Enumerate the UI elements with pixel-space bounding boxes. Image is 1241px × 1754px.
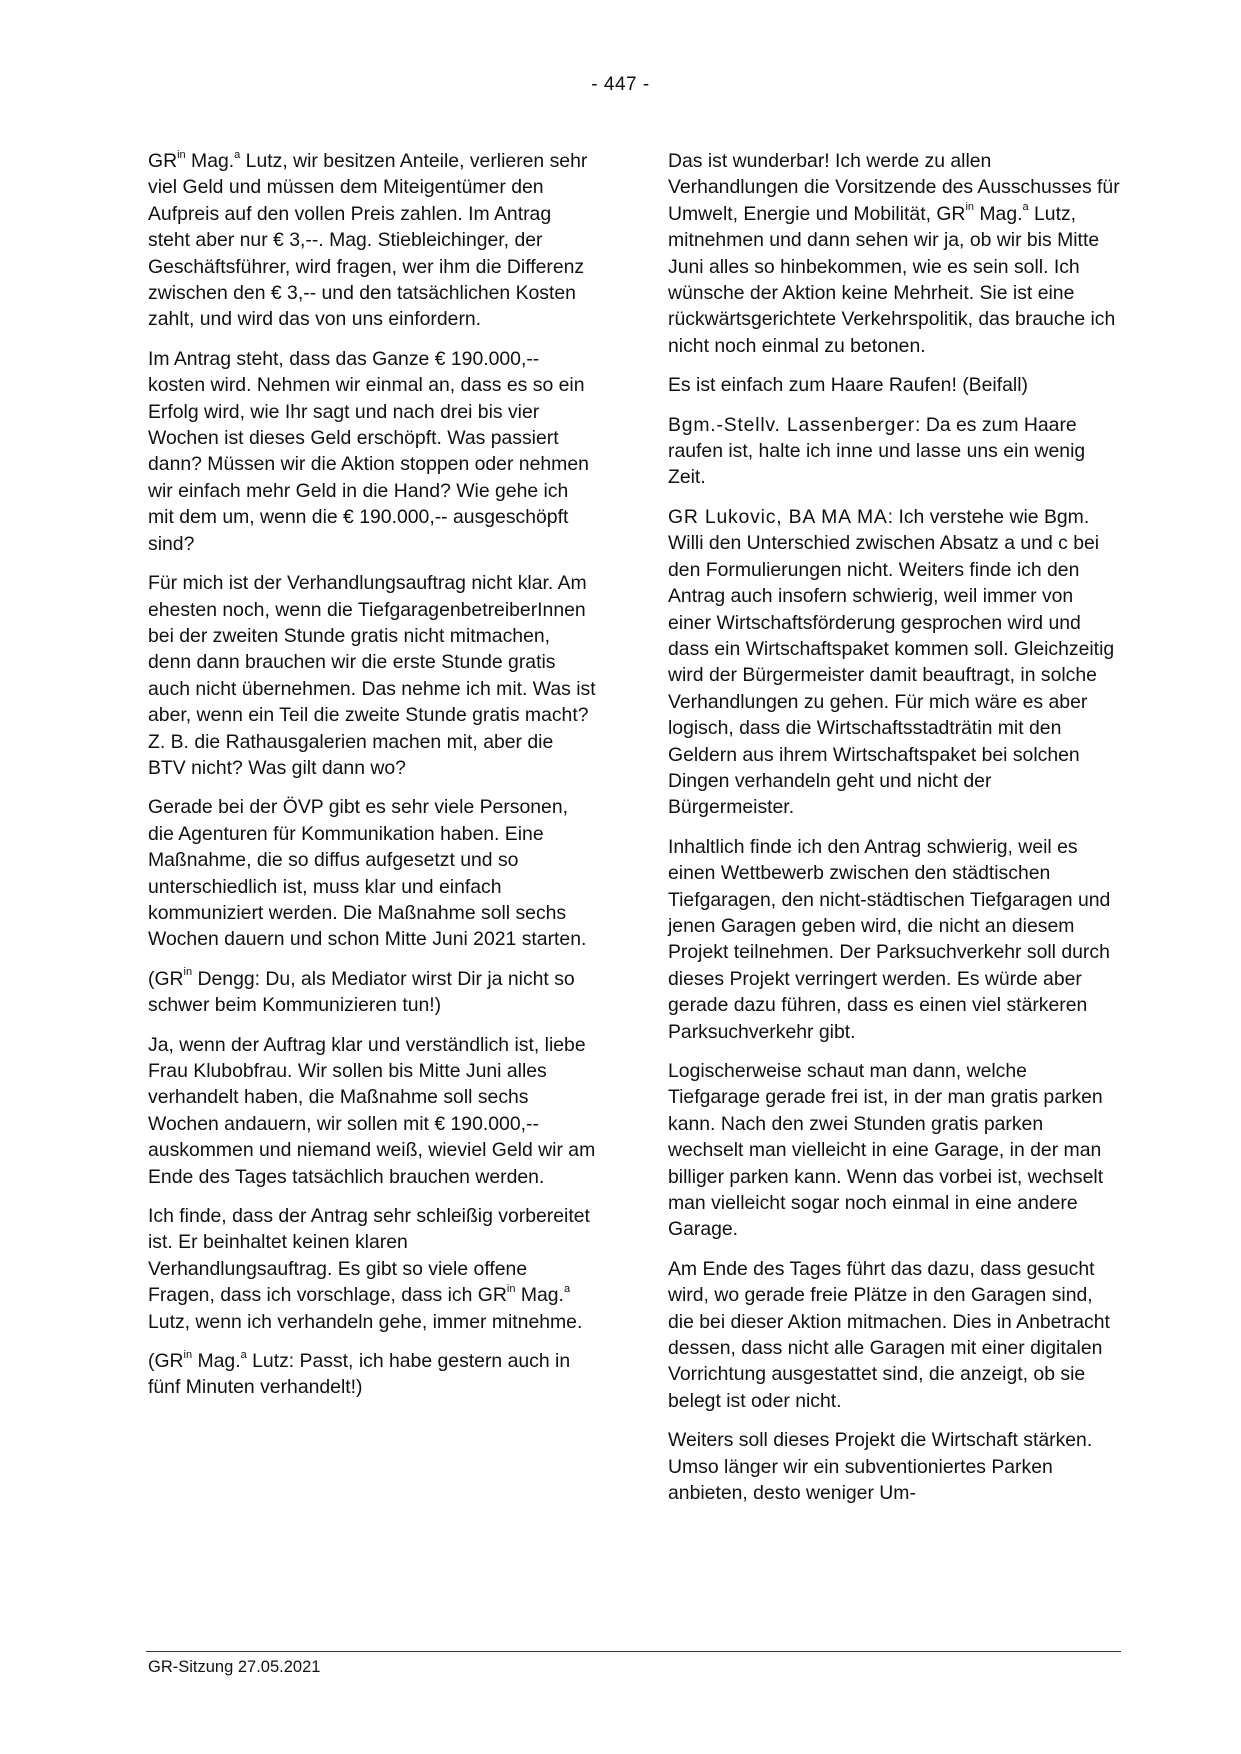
superscript: a: [563, 1282, 571, 1295]
superscript: in: [183, 1348, 193, 1361]
text-run: : Da es zum Haare raufen ist, halte ich inne und lasse uns ein wenig Zeit.: [668, 413, 1086, 489]
text-run: (GR: [148, 1350, 184, 1373]
superscript: a: [234, 148, 241, 161]
superscript: in: [177, 148, 186, 161]
text-run: GR: [148, 150, 178, 172]
speaker-paragraph: [668, 504, 1120, 821]
footer-divider: [146, 1651, 1121, 1652]
text-run: Lutz, wir besitzen Anteile, verlieren sehr viel Geld und müssen dem Miteigentümer den Aufpreis auf den vollen Preis zahlen. Im Antrag steht aber nur € 3,--. Mag. Stiebleichinger, der Geschäftsführer, wird fragen, wer ihm die Differenz zwischen den € 3,-- und den tatsächlichen Kosten zahlt, und wird das von uns einfordern.: [148, 150, 588, 331]
text-run: (GR: [148, 967, 184, 990]
interjection: [148, 966, 596, 1019]
paragraph: Inhaltlich finde ich den Antrag schwierig, weil es einen Wettbewerb zwischen den städtischen Tiefgaragen, den nicht-städtischen Tiefgaragen und jenen Garagen geben wird, die nicht an diesem Projekt teilnehmen. Der Parksuchverkehr soll durch dieses Projekt verringert werden. Es würde aber gerade dazu führen, dass es einen viel stärkeren Parksuchverkehr gibt.: [668, 835, 1111, 1043]
text-run: Mag.: [974, 202, 1023, 225]
text-run: Dengg: Du, als Mediator wirst Dir ja nicht so schwer beim Kommunizieren tun!): [148, 967, 575, 1017]
superscript: in: [183, 966, 193, 979]
left-column: [148, 148, 596, 1414]
paragraph: [148, 1203, 596, 1335]
text-run: Lutz, mitnehmen und dann sehen wir ja, ob wir bis Mitte Juni alles so hinbekommen, wie es sein soll. Ich wünsche der Aktion keine Mehrheit. Sie ist eine rückwärtsgerichtete Verkehrspolitik, das brauche ich nicht noch einmal zu betonen.: [668, 202, 1116, 357]
page-number: - 447 -: [591, 74, 650, 95]
text-run: Lutz: Passt, ich habe gestern auch in fünf Minuten verhandelt!): [148, 1350, 571, 1399]
paragraph: Logischerweise schaut man dann, welche Tiefgarage gerade frei ist, in der man gratis parken kann. Nach den zwei Stunden gratis parken wechselt man vielleicht in eine Garage, in der man billiger parken kann. Wenn das vorbei ist, wechselt man vielleicht sogar noch einmal in eine andere Garage.: [668, 1060, 1104, 1241]
superscript: a: [240, 1348, 247, 1361]
text-run: Mag.: [185, 150, 235, 172]
paragraph: Weiters soll dieses Projekt die Wirtschaft stärken. Umso länger wir ein subventioniertes Parken anbieten, desto weniger Um-: [668, 1429, 1093, 1505]
paragraph: Am Ende des Tages führt das dazu, dass gesucht wird, wo gerade freie Plätze in den Garagen sind, die bei dieser Aktion mitmachen. Dies in Anbetracht dessen, dass nicht alle Garagen mit einer digitalen Vorrichtung ausgestattet sind, die anzeigt, ob sie belegt ist oder nicht.: [668, 1257, 1110, 1412]
right-column: [668, 148, 1120, 1520]
text-run: Mag.: [192, 1350, 241, 1373]
superscript: in: [965, 201, 975, 214]
paragraph: Im Antrag steht, dass das Ganze € 190.000,-- kosten wird. Nehmen wir einmal an, dass es so ein Erfolg wird, wie Ihr sagt und nach drei bis vier Wochen ist dieses Geld erschöpft. Was passiert dann? Müssen wir die Aktion stoppen oder nehmen wir einfach mehr Geld in die Hand? Wie gehe ich mit dem um, wenn die € 190.000,-- ausgeschöpft sind?: [148, 347, 589, 555]
superscript: in: [506, 1282, 516, 1295]
text-run: Mag.: [515, 1284, 564, 1307]
paragraph: Es ist einfach zum Haare Raufen! (Beifall): [668, 374, 1028, 397]
paragraph: Ja, wenn der Auftrag klar und verständlich ist, liebe Frau Klubobfrau. Wir sollen bis Mitte Juni alles verhandelt haben, die Maßnahme soll sechs Wochen andauern, wir sollen mit € 190.000,-- auskommen und niemand weiß, wieviel Geld wir am Ende des Tages tatsächlich brauchen werden.: [148, 1033, 596, 1188]
speaker-paragraph: [668, 412, 1120, 491]
text-run: Ich finde, dass der Antrag sehr schleißig vorbereitet ist. Er beinhaltet keinen klaren Verhandlungsauftrag. Es gibt so viele offene Fragen, dass ich vorschlage, dass ich GR: [148, 1205, 590, 1307]
superscript: a: [1022, 201, 1029, 214]
speaker-name: GR Lukovic, BA MA MA: [668, 505, 888, 528]
text-run: Lutz, wenn ich verhandeln gehe, immer mitnehme.: [148, 1310, 583, 1333]
speaker-name: Bgm.-Stellv. Lassenberger: [668, 413, 916, 436]
paragraph: [668, 148, 1120, 359]
paragraph: Für mich ist der Verhandlungsauftrag nicht klar. Am ehesten noch, wenn die TiefgaragenbetreiberInnen bei der zweiten Stunde gratis nicht mitmachen, denn dann brauchen wir die erste Stunde gratis auch nicht übernehmen. Das nehme ich mit. Was ist aber, wenn ein Teil die zweite Stunde gratis macht? Z. B. die Rathausgalerien machen mit, aber die BTV nicht? Was gilt dann wo?: [148, 572, 596, 779]
paragraph: Gerade bei der ÖVP gibt es sehr viele Personen, die Agenturen für Kommunikation haben. Eine Maßnahme, die so diffus aufgesetzt und so unterschiedlich ist, muss klar und einfach kommuniziert werden. Die Maßnahme soll sechs Wochen dauern und schon Mitte Juni 2021 starten.: [148, 796, 587, 951]
paragraph: [148, 148, 596, 333]
interjection: [148, 1348, 596, 1401]
text-run: Das ist wunderbar! Ich werde zu allen Verhandlungen die Vorsitzende des Ausschusses für Umwelt, Energie und Mobilität, GR: [668, 150, 1120, 225]
text-run: : Ich verstehe wie Bgm. Willi den Unterschied zwischen Absatz a und c bei den Formulierungen nicht. Weiters finde ich den Antrag auch insofern schwierig, weil immer von einer Wirtschaftsförderung gesprochen wird und dass ein Wirtschaftspaket kommen soll. Gleichzeitig wird der Bürgermeister damit beauftragt, in solche Verhandlungen zu gehen. Für mich wäre es aber logisch, dass die Wirtschaftsstadträtin mit den Geldern aus ihrem Wirtschaftspaket bei solchen Dingen verhandeln geht und nicht der Bürgermeister.: [668, 505, 1115, 819]
footer-text: GR-Sitzung 27.05.2021: [148, 1658, 321, 1676]
